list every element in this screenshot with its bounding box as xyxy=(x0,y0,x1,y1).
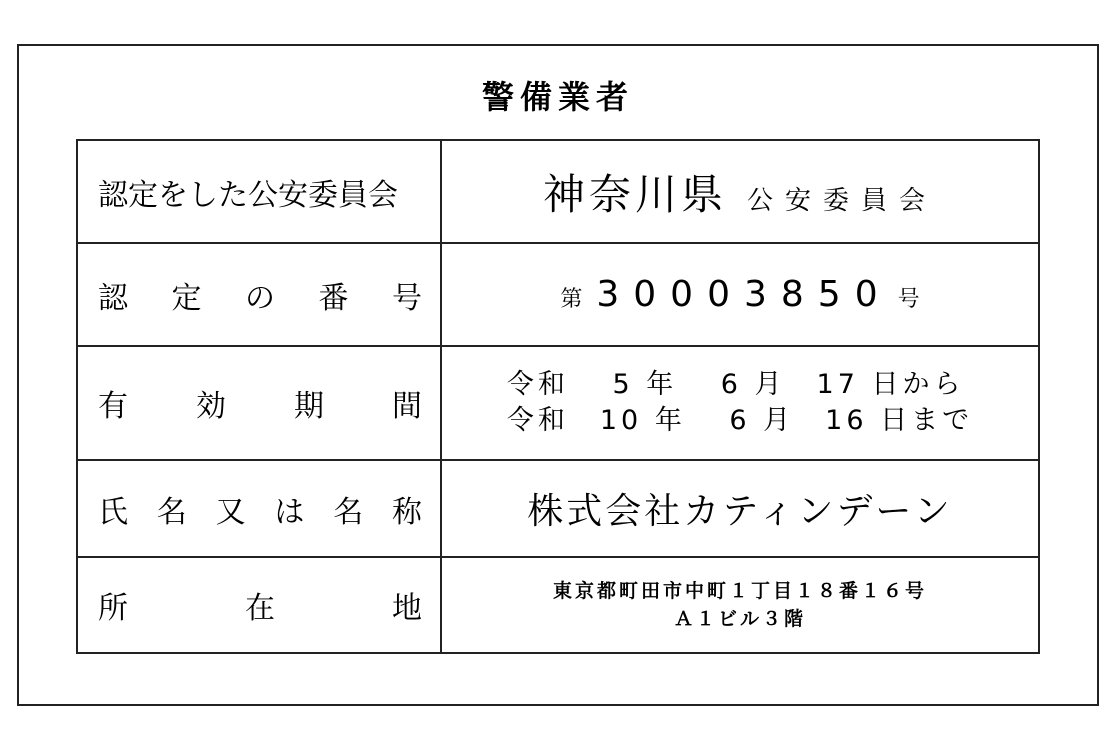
label-char: 所 xyxy=(98,591,128,626)
address-line-2: Ａ１ビル３階 xyxy=(673,608,806,630)
certification-number: 30003850 xyxy=(596,274,892,315)
certificate-title: 警備業者 xyxy=(481,78,634,116)
label-address xyxy=(77,557,441,653)
address-line-1: 東京都町田市中町１丁目１８番１６号 xyxy=(552,580,927,602)
value-name xyxy=(441,460,1039,557)
label-char: 地 xyxy=(392,591,422,626)
period-from: 令和 5 年 6 月 17 日から xyxy=(506,369,965,400)
label-char: 名 xyxy=(333,494,364,530)
prefecture-name: 神奈川県 xyxy=(542,169,727,219)
label-char: 氏 xyxy=(98,494,128,530)
number-suffix: 号 xyxy=(897,287,920,312)
label-char: 有 xyxy=(98,389,128,424)
table-row-period xyxy=(77,346,1039,460)
table-row-address xyxy=(77,557,1039,653)
label-char: 効 xyxy=(196,389,226,424)
label-period xyxy=(77,346,441,460)
label-char: 定 xyxy=(171,280,202,316)
commission-suffix: 公安委員会 xyxy=(747,185,938,216)
table-row-commission xyxy=(77,140,1039,243)
label-char: 号 xyxy=(392,280,422,316)
period-to: 令和 10 年 6 月 16 日まで xyxy=(506,405,974,436)
label-char: は xyxy=(274,494,305,530)
value-period xyxy=(441,346,1039,460)
label-char: 番 xyxy=(318,280,349,316)
value-number xyxy=(441,243,1039,346)
label-char: の xyxy=(245,280,275,316)
value-address xyxy=(441,557,1039,653)
label-commission-text: 認定をした公安委員会 xyxy=(98,177,398,213)
number-prefix: 第 xyxy=(560,287,583,312)
label-char: 間 xyxy=(392,389,422,424)
label-char: 認 xyxy=(98,280,128,316)
table-row-number xyxy=(77,243,1039,346)
company-name: 株式会社カティンデーン xyxy=(527,491,953,532)
label-char: 又 xyxy=(215,494,246,530)
certificate-table xyxy=(76,139,1040,654)
value-commission xyxy=(441,140,1039,243)
label-number xyxy=(77,243,441,346)
label-char: 名 xyxy=(156,494,187,530)
label-commission xyxy=(77,140,441,243)
label-char: 期 xyxy=(294,389,324,424)
label-char: 称 xyxy=(391,494,422,530)
table-row-name xyxy=(77,460,1039,557)
validity-period xyxy=(507,367,973,439)
label-char: 在 xyxy=(245,591,275,626)
label-name xyxy=(77,460,441,557)
